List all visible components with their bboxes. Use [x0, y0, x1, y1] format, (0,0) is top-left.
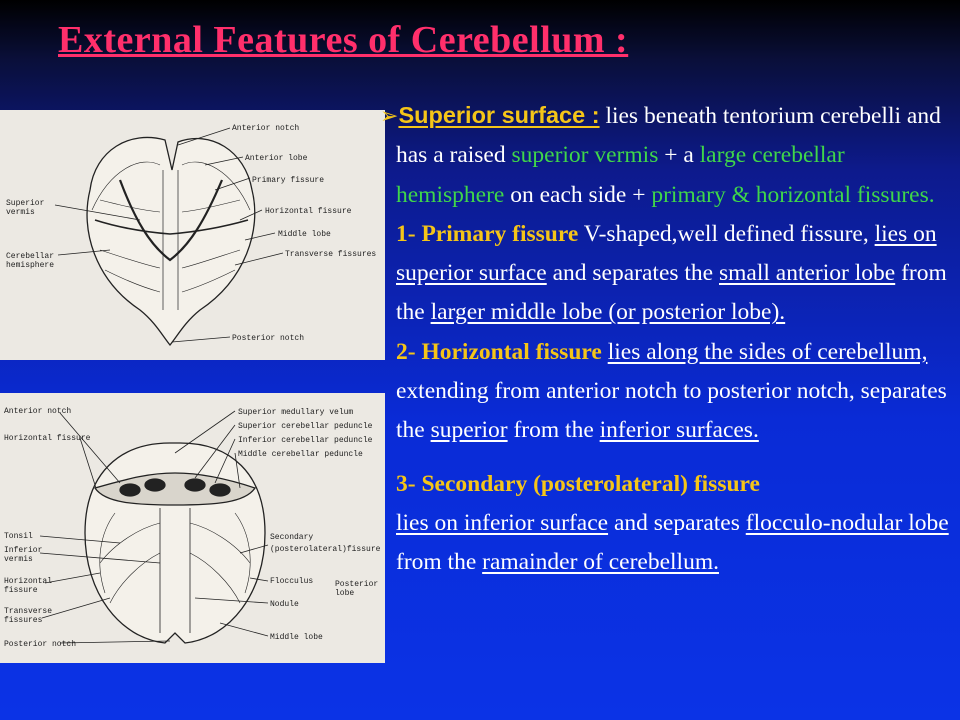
label-anterior-lobe: Anterior lobe — [245, 154, 308, 163]
label-posterolateral-fissure: (posterolateral)fissure — [270, 545, 381, 554]
p4-text-1: and separates — [608, 509, 746, 536]
label-middle-lobe-inferior: Middle lobe — [270, 633, 323, 642]
label-transverse-fissures: Transverse fissures — [285, 250, 377, 259]
p1-green-2: large cerebellar hemisphere — [396, 142, 845, 208]
inferior-surface-figure — [0, 393, 385, 663]
p3-text-1: extending from anterior notch to posterior notch, separates the — [396, 378, 947, 444]
p3-text-2: from the — [507, 417, 600, 444]
p2-underline-2: small anterior lobe — [719, 260, 896, 287]
label-superior-medullary-velum: Superior medullary velum — [238, 408, 354, 417]
p4-underline-1: lies on inferior surface — [396, 509, 609, 536]
label-horizontal-fissure-b: Horizontal — [4, 577, 53, 586]
label-posterior-notch-inferior: Posterior notch — [4, 640, 77, 649]
label-inferior-vermis-2: vermis — [4, 555, 33, 564]
p1-text-2: + a — [658, 142, 700, 169]
horizontal-fissure-paragraph — [396, 333, 951, 451]
label-cerebellar-hemisphere-2: hemisphere — [6, 261, 55, 270]
label-superior-cerebellar-peduncle: Superior cerebellar peduncle — [238, 422, 373, 431]
label-middle-cerebellar-peduncle: Middle cerebellar peduncle — [238, 450, 363, 459]
p4-underline-2: flocculo-nodular lobe — [745, 509, 949, 536]
p3-underline-1: lies along the sides of cerebellum, — [607, 338, 928, 365]
superior-surface-heading: Superior surface : — [398, 102, 600, 128]
arrow-bullet-icon: ➢ — [380, 103, 399, 128]
horizontal-fissure-heading: 2- Horizontal fissure — [396, 338, 602, 365]
paragraph-gap — [396, 451, 951, 465]
p4-underline-3: ramainder of cerebellum. — [482, 549, 719, 576]
label-posterior-notch: Posterior notch — [232, 334, 305, 343]
content-body — [380, 96, 951, 583]
p2-text-3: from the — [396, 260, 947, 326]
label-posterior-lobe-2: lobe — [335, 589, 355, 598]
p1-text-3: on each side + — [504, 181, 652, 208]
label-superior-vermis-2: vermis — [6, 208, 35, 217]
primary-fissure-heading: 1- Primary fissure — [396, 220, 579, 247]
label-posterior-lobe: Posterior — [335, 580, 379, 589]
label-anterior-notch-inferior: Anterior notch — [4, 407, 72, 416]
label-secondary: Secondary — [270, 533, 314, 542]
secondary-fissure-heading: 3- Secondary (posterolateral) fissure — [396, 470, 760, 497]
p1-text-1: lies beneath tentorium cerebelli and has a raised — [396, 103, 941, 169]
label-inferior-cerebellar-peduncle: Inferior cerebellar peduncle — [238, 436, 373, 445]
p2-text-1: V-shaped,well defined fissure, — [578, 220, 875, 247]
label-transverse-fissures-b-2: fissures — [4, 616, 43, 625]
label-tonsil: Tonsil — [4, 532, 33, 541]
label-primary-fissure: Primary fissure — [252, 176, 325, 185]
label-middle-lobe: Middle lobe — [278, 230, 331, 239]
superior-surface-paragraph — [380, 96, 951, 215]
inferior-surface-diagram — [0, 393, 385, 663]
primary-fissure-paragraph — [396, 215, 951, 333]
p1-green-3: primary & horizontal fissures. — [651, 181, 935, 208]
label-anterior-notch: Anterior notch — [232, 124, 300, 133]
label-flocculus: Flocculus — [270, 577, 314, 586]
label-cerebellar-hemisphere: Cerebellar — [6, 252, 55, 261]
p2-text-2: and separates the — [546, 260, 719, 287]
secondary-fissure-paragraph — [396, 465, 951, 583]
p1-green-1: superior vermis — [511, 142, 659, 169]
p3-underline-2: superior — [430, 417, 508, 444]
label-superior-vermis: Superior — [6, 199, 45, 208]
label-horizontal-fissure: Horizontal fissure — [265, 207, 352, 216]
label-horizontal-fissure-inferior: Horizontal fissure — [4, 434, 91, 443]
label-horizontal-fissure-b-2: fissure — [4, 586, 38, 595]
label-transverse-fissures-b: Transverse — [4, 607, 53, 616]
label-nodule: Nodule — [270, 600, 299, 609]
p4-text-2: from the — [396, 549, 483, 576]
p2-underline-3: larger middle lobe (or posterior lobe). — [430, 299, 786, 326]
p3-underline-3: inferior surfaces. — [599, 417, 759, 444]
superior-surface-figure — [0, 110, 385, 360]
page-title: External Features of Cerebellum : — [58, 19, 629, 61]
superior-surface-diagram — [0, 110, 385, 360]
label-inferior-vermis: Inferior — [4, 546, 43, 555]
p2-underline-1: lies on superior surface — [396, 220, 937, 287]
